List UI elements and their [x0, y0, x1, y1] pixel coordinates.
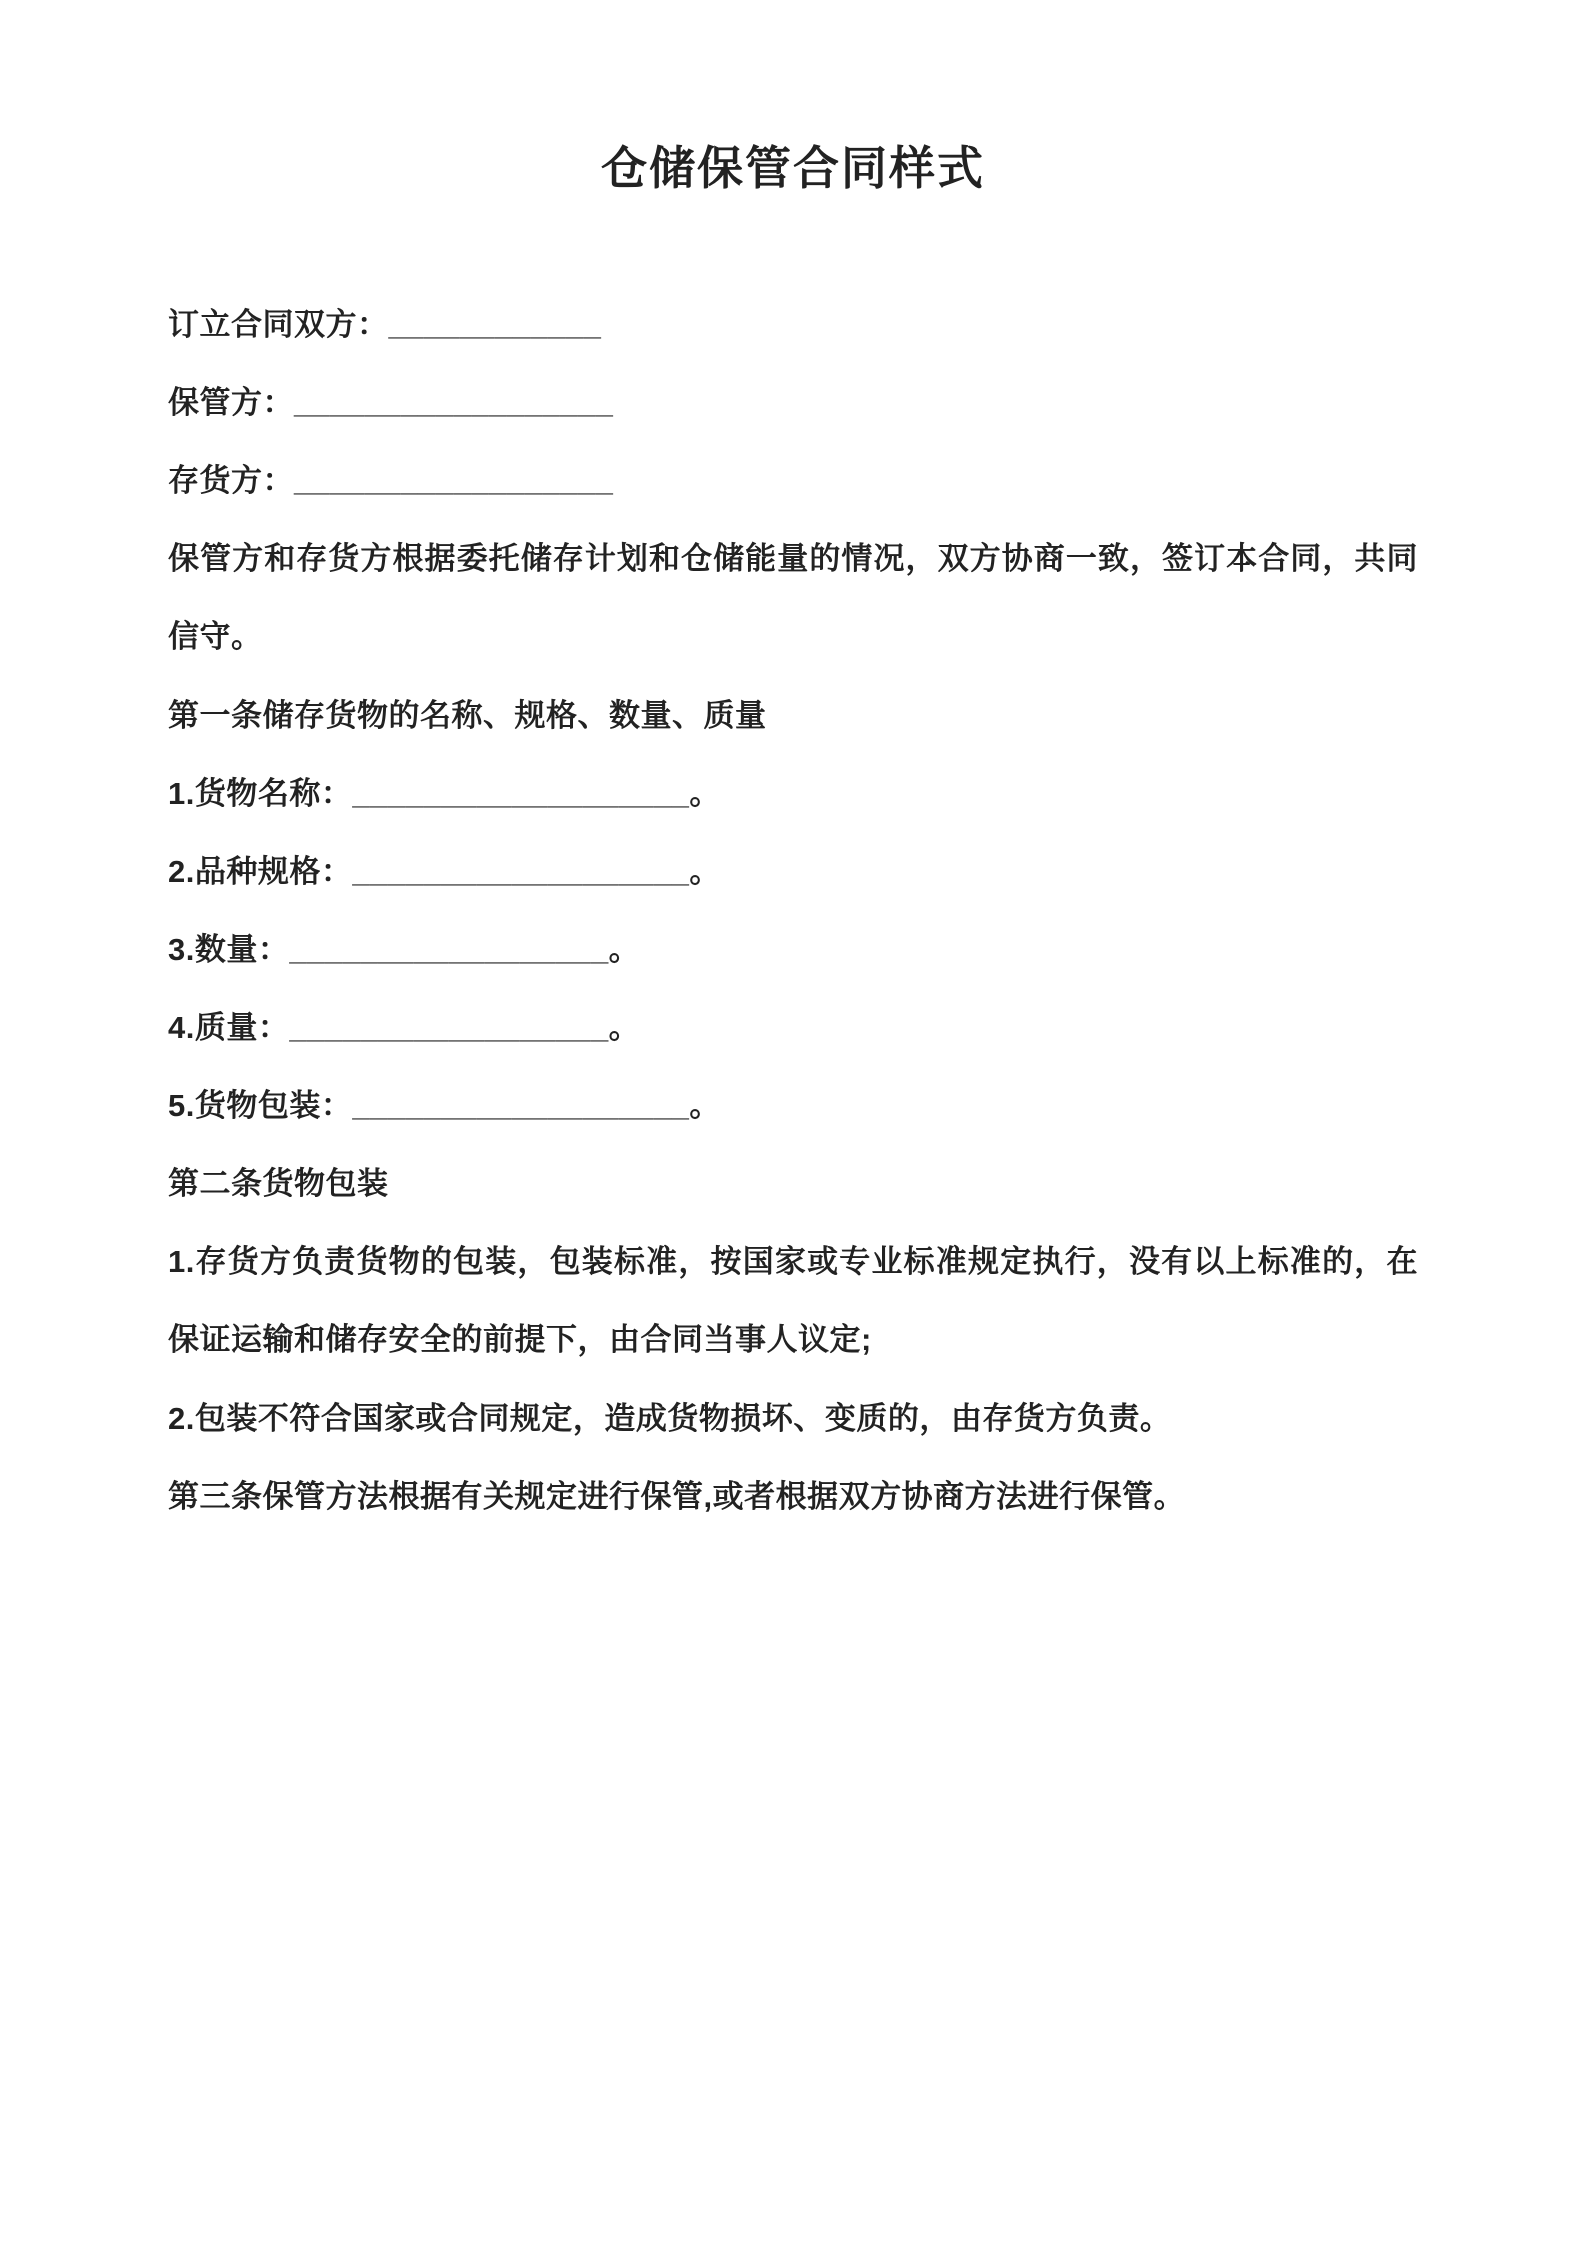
paragraph-article2-item1: 1.存货方负责货物的包装，包装标准，按国家或专业标准规定执行，没有以上标准的，在保证运输和储存安全的前提下，由合同当事人议定;: [168, 1244, 1418, 1358]
paragraph-goods-name: 1.货物名称：___________________。: [168, 775, 721, 811]
paragraph-article1-title: 第一条储存货物的名称、规格、数量、质量: [168, 697, 767, 733]
paragraph-article2-item2: 2.包装不符合国家或合同规定，造成货物损坏、变质的，由存货方负责。: [168, 1400, 1172, 1436]
paragraph-custodian: 保管方：__________________: [168, 385, 614, 421]
document-title: 仓储保管合同样式: [601, 142, 985, 194]
paragraph-article3: 第三条保管方法根据有关规定进行保管,或者根据双方协商方法进行保管。: [168, 1478, 1186, 1514]
document-body: [168, 286, 1418, 1536]
paragraph-depositor: 存货方：__________________: [168, 463, 614, 499]
paragraph-goods-quantity: 3.数量：__________________。: [168, 931, 641, 967]
paragraph-article2-title: 第二条货物包装: [168, 1166, 389, 1202]
paragraph-preamble: 保管方和存货方根据委托储存计划和仓储能量的情况，双方协商一致，签订本合同，共同信守。: [168, 541, 1418, 655]
paragraph-goods-spec: 2.品种规格：___________________。: [168, 853, 721, 889]
paragraph-goods-package: 5.货物包装：___________________。: [168, 1088, 721, 1124]
paragraph-goods-quality: 4.质量：__________________。: [168, 1009, 641, 1045]
paragraph-parties: 订立合同双方：____________: [168, 307, 602, 342]
